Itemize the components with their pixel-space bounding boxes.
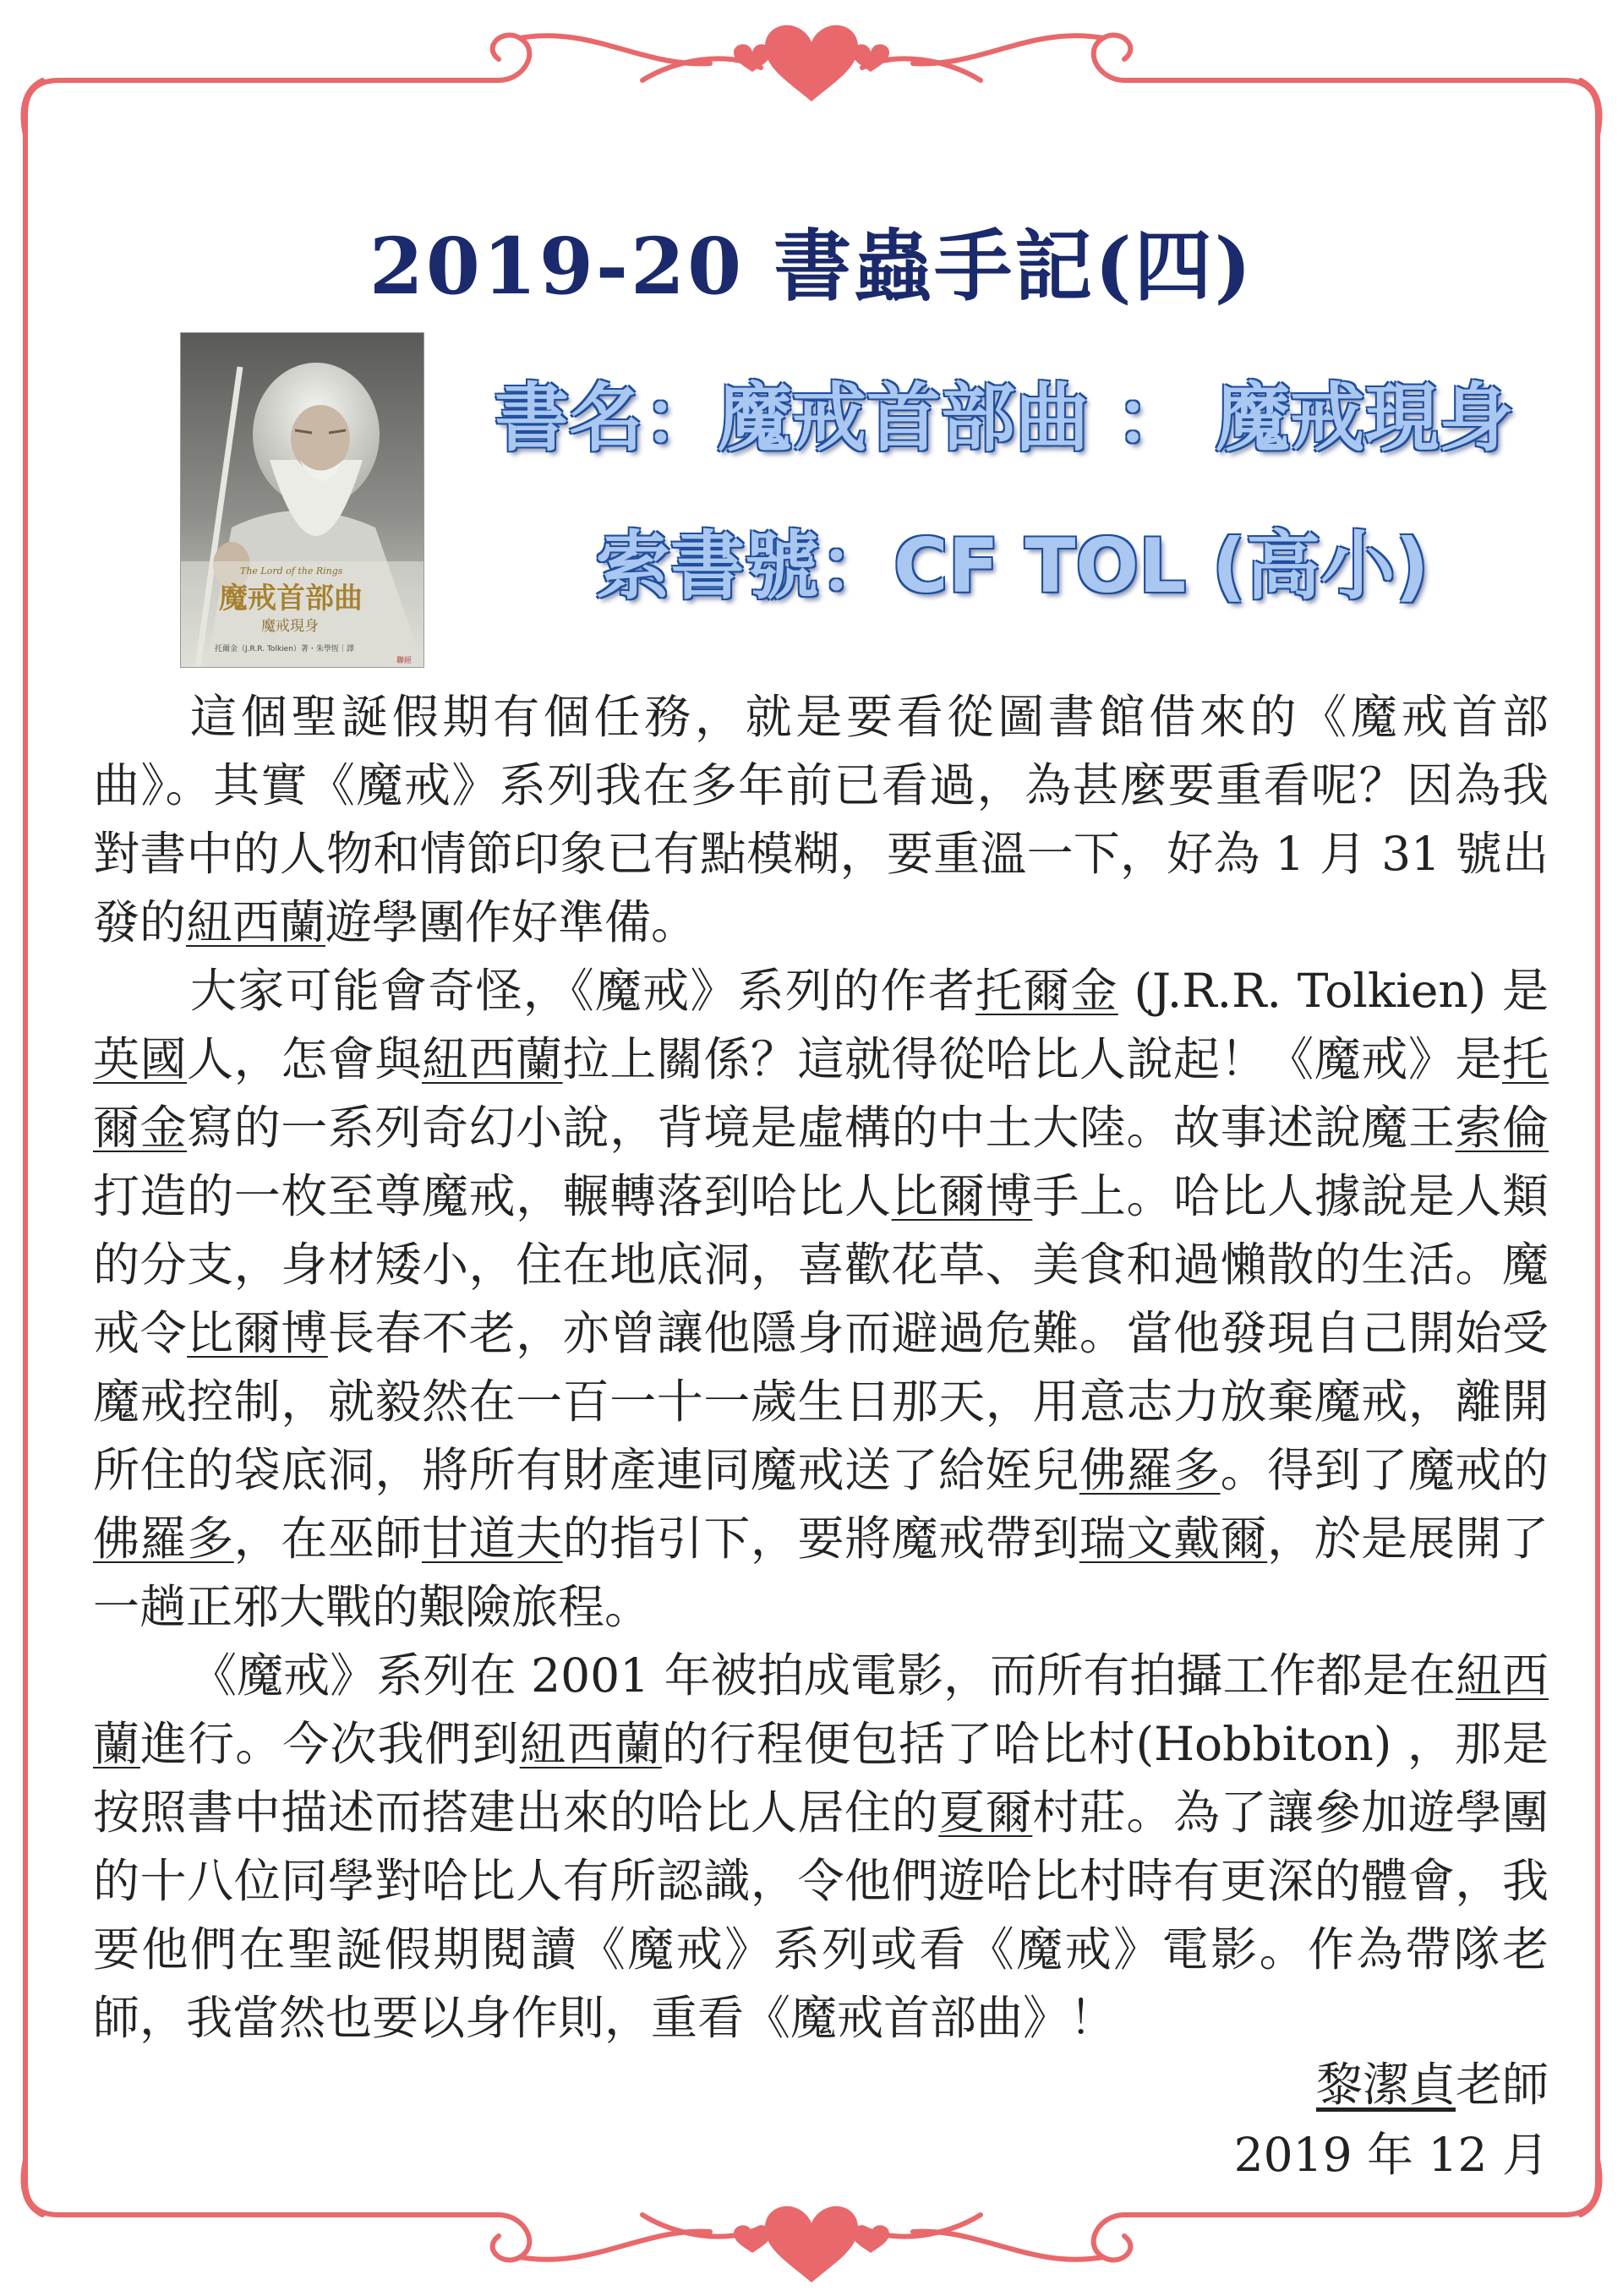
cover-credit: 托爾金（J.R.R. Tolkien）著・朱學恆｜譯 [215, 645, 354, 653]
signature-date: 2019 年 12 月 [1233, 2128, 1549, 2182]
underlined-name: 紐西蘭 [421, 1032, 563, 1086]
cover-title: 魔戒首部曲 [219, 582, 363, 615]
underlined-name: 英國 [93, 1032, 188, 1086]
underlined-name: 紐西蘭 [519, 1717, 662, 1771]
underlined-name: 佛羅多 [1079, 1443, 1221, 1497]
cover-publisher: 聯經 [396, 657, 413, 665]
text-segment: 人，怎會與 [187, 1032, 422, 1086]
heart-icon [765, 25, 858, 101]
underlined-name: 紐西蘭 [186, 895, 326, 949]
underlined-name: 佛羅多 [93, 1512, 234, 1566]
text-segment: 這個聖誕假期有個任務，就是要看從圖書館借來的《魔戒首部曲》。其實《魔戒》系列我在多年前已看過，為甚麼要重看呢？因為我對書中的人物和情節印象已有點模糊，要重溫一下，好為 1 月 31 號出發的 [93, 690, 1549, 949]
article-paragraph [93, 683, 1549, 957]
underlined-name: 托爾金 [975, 964, 1118, 1018]
underlined-name: 索倫 [1455, 1101, 1549, 1155]
text-segment: 打造的一枚至尊魔戒，輾轉落到哈比人 [93, 1169, 892, 1223]
underlined-name: 紐西蘭 [93, 1648, 1549, 1771]
text-segment: 手上。哈比人據說是人類的分支，身材矮小，住在地底洞，喜歡花草、美食和過懶散的生活。魔戒令 [93, 1169, 1549, 1360]
underlined-name: 瑞文戴爾 [1079, 1512, 1268, 1566]
article-paragraph [93, 957, 1549, 1642]
call-number-heading: 索書號：CF TOL (高小) [596, 522, 1429, 610]
text-segment: 拉上關係？這就得從哈比人說起！《魔戒》是 [562, 1032, 1502, 1086]
author-title: 老師 [1455, 2058, 1549, 2112]
text-segment: 《魔戒》系列在 2001 年被拍成電影，而所有拍攝工作都是在 [190, 1648, 1456, 1703]
book-title-heading: 書名：魔戒首部曲 ： 魔戒現身 [495, 374, 1514, 462]
text-segment: 村莊。為了讓參加遊學團的十八位同學對哈比人有所認識，令他們遊哈比村時有更深的體會，我要他們在聖誕假期閱讀《魔戒》系列或看《魔戒》電影。作為帶隊老師，我當然也要以身作則，重看《魔戒首部曲》！ [93, 1785, 1549, 2045]
article-body [93, 683, 1549, 2053]
text-segment: 。得到了魔戒的 [1220, 1443, 1549, 1497]
text-segment: (J.R.R. Tolkien) 是 [1118, 964, 1549, 1018]
text-segment: 的指引下，要將魔戒帶到 [562, 1512, 1079, 1566]
heart-icon [765, 2206, 858, 2282]
text-segment: 大家可能會奇怪，《魔戒》系列的作者 [190, 964, 975, 1018]
text-segment: 長春不老，亦曾讓他隱身而避過危難。當他發現自己開始受魔戒控制，就毅然在一百一十一歲生日那天，用意志力放棄魔戒，離開所住的袋底洞，將所有財產連同魔戒送了給姪兒 [93, 1306, 1549, 1497]
text-segment: 寫的一系列奇幻小說，背境是虛構的中土大陸。故事述說魔王 [187, 1101, 1456, 1155]
signature-block [1234, 2050, 1549, 2190]
text-segment: 遊學團作好準備。 [325, 895, 698, 949]
text-segment: ，在巫師 [233, 1512, 422, 1566]
underlined-name: 甘道夫 [421, 1512, 563, 1566]
book-cover-image [180, 332, 424, 668]
underlined-name: 比爾博 [187, 1306, 328, 1360]
cover-subtitle: 魔戒現身 [261, 618, 319, 635]
text-segment: 進行。今次我們到 [140, 1717, 520, 1771]
author-name: 黎潔貞 [1315, 2058, 1456, 2112]
text-segment: 的行程便包括了哈比村(Hobbiton) ，那是按照書中描述而搭建出來的哈比人居住的 [93, 1717, 1549, 1840]
signature-line [1234, 2050, 1549, 2120]
underlined-name: 比爾博 [891, 1169, 1033, 1223]
cover-series: The Lord of the Rings [240, 566, 343, 577]
underlined-name: 托爾金 [93, 1032, 1549, 1155]
article-paragraph [93, 1642, 1549, 2053]
page-title: 2019-20 書蟲手記(四) [369, 221, 1254, 312]
underlined-name: 夏爾 [938, 1785, 1033, 1840]
text-segment: ，於是展開了一趟正邪大戰的艱險旅程。 [93, 1512, 1549, 1634]
